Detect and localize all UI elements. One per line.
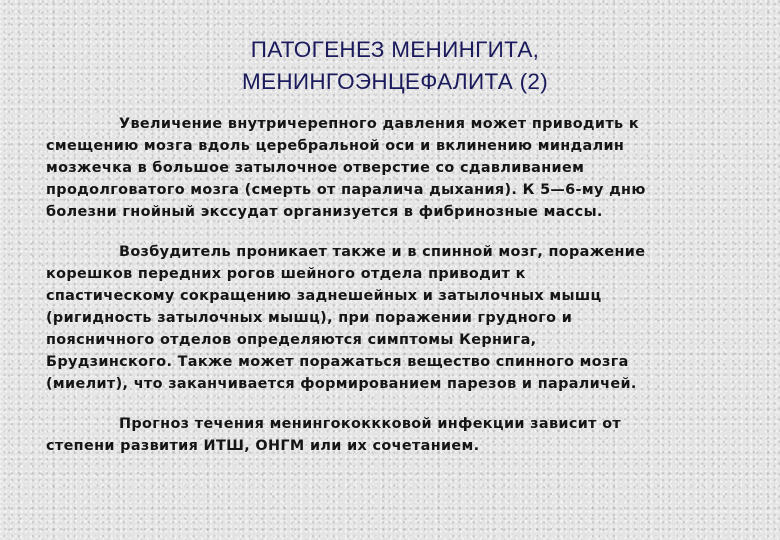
paragraph-line: корешков передних рогов шейного отдела приводит к: [46, 266, 526, 282]
paragraph-line: (ригидность затылочных мышц), при поражении грудного и: [46, 310, 573, 326]
slide-title-line-2: МЕНИНГОЭНЦЕФАЛИТА (2): [241, 69, 549, 94]
paragraph-line: Прогноз течения менингококкковой инфекции зависит от: [119, 416, 622, 432]
paragraph-line: Брудзинского. Также может поражаться вещество спинного мозга: [46, 354, 629, 370]
paragraph-line: Увеличение внутричерепного давления может приводить к: [119, 116, 639, 132]
paragraph-spinal-cord: [46, 241, 746, 395]
paragraph-line: спастическому сокращению заднешейных и затылочных мышц: [46, 288, 602, 304]
slide-body: [46, 113, 746, 457]
paragraph-line: смещению мозга вдоль церебральной оси и вклинению миндалин: [46, 138, 625, 154]
paragraph-line: продолговатого мозга (смерть от паралича дыхания). К 5—6-му дню: [46, 182, 646, 198]
paragraph-line: Возбудитель проникает также и в спинной мозг, поражение: [119, 244, 646, 260]
paragraph-prognosis: [46, 413, 746, 457]
paragraph-line: болезни гнойный экссудат организуется в фибринозные массы.: [46, 204, 603, 220]
paragraph-line: (миелит), что заканчивается формированием парезов и параличей.: [46, 376, 637, 392]
paragraph-intracranial-pressure: [46, 113, 746, 223]
paragraph-line: поясничного отделов определяются симптомы Кернига,: [46, 332, 537, 348]
slide-title: [150, 34, 640, 98]
paragraph-line: мозжечка в большое затылочное отверстие со сдавливанием: [46, 160, 585, 176]
paragraph-line: степени развития ИТШ, ОНГМ или их сочетанием.: [46, 438, 480, 454]
slide-title-line-1: ПАТОГЕНЕЗ МЕНИНГИТА,: [250, 37, 540, 62]
